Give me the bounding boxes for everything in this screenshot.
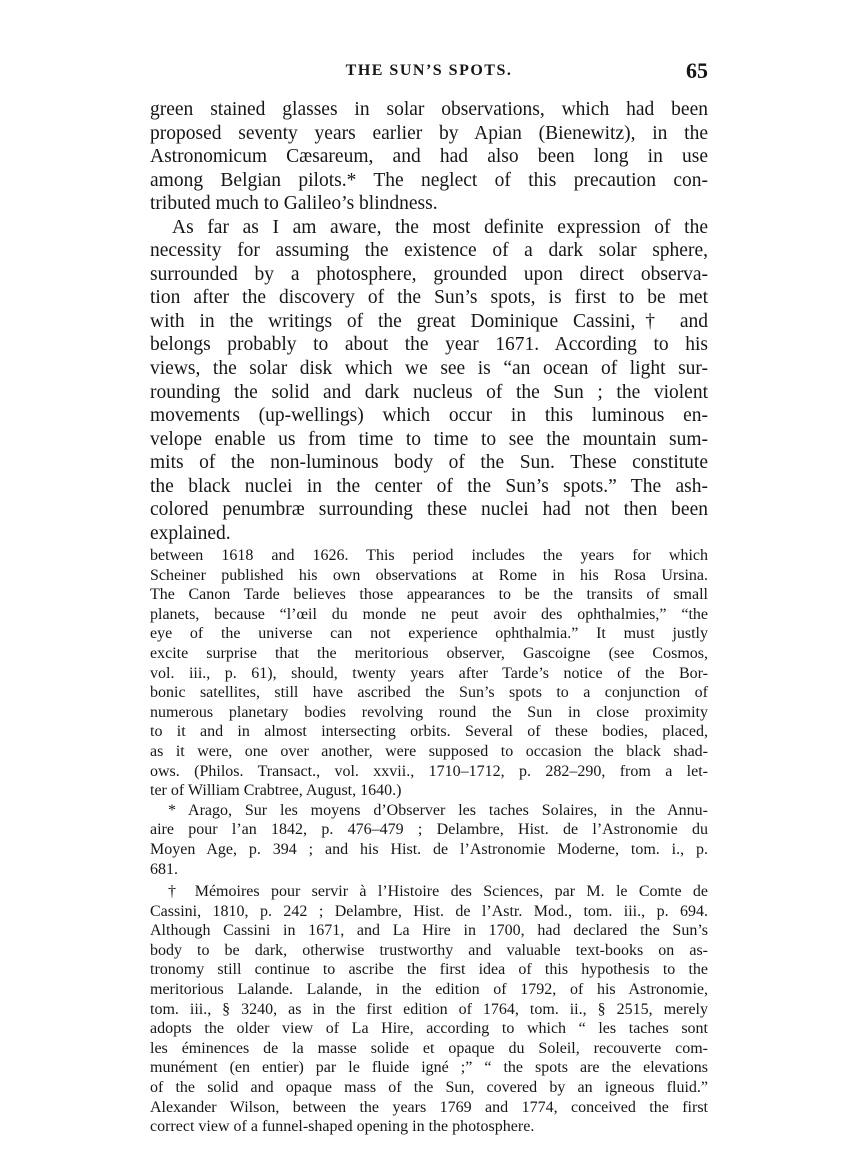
footnote-line: numerous planetary bodies revolving round the Sun in close proximity — [150, 703, 708, 721]
footnote-line: meritorious Lalande. Lalande, in the edition of 1792, of his Astronomie, — [150, 981, 708, 999]
body-text — [150, 98, 708, 545]
body-line: As far as I am aware, the most definite expression of the — [172, 216, 708, 238]
body-line: surrounded by a photosphere, grounded upon direct observa- — [150, 263, 708, 285]
footnote-line: les éminences de la masse solide et opaque du Soleil, recouverte com- — [150, 1039, 708, 1057]
body-line: Astronomicum Cæsareum, and had also been long in use — [150, 146, 708, 168]
body-line: among Belgian pilots.* The neglect of this precaution con- — [150, 169, 708, 191]
body-line: the black nuclei in the center of the Sun’s spots.” The ash- — [150, 475, 708, 497]
page-header — [150, 58, 708, 88]
footnote-line: ows. (Philos. Transact., vol. xxvii., 1710–1712, p. 282–290, from a let- — [150, 762, 708, 780]
body-line: movements (up-wellings) which occur in this luminous en- — [150, 405, 708, 427]
body-line: explained. — [150, 522, 231, 544]
footnote-line: Although Cassini in 1671, and La Hire in 1700, had declared the Sun’s — [150, 922, 708, 940]
footnote-line: aire pour l’an 1842, p. 476–479 ; Delambre, Hist. de l’Astronomie du — [150, 821, 708, 839]
footnote-line: excite surprise that the meritorious observer, Gascoigne (see Cosmos, — [150, 644, 708, 662]
body-line: with in the writings of the great Dominique Cassini,† and — [150, 310, 708, 332]
footnote-line: to it and in almost intersecting orbits. Several of these bodies, placed, — [150, 723, 708, 741]
footnote-line: as it were, one over another, were supposed to occasion the black shad- — [150, 742, 708, 760]
footnote-line: ter of William Crabtree, August, 1640.) — [150, 782, 402, 800]
footnote-line: * Arago, Sur les moyens d’Observer les taches Solaires, in the Annu- — [168, 801, 708, 819]
footnote-line: eye of the universe can not experience ophthalmia.” It must justly — [150, 625, 708, 643]
footnote-line: tom. iii., § 3240, as in the first edition of 1764, tom. ii., § 2515, merely — [150, 1000, 708, 1018]
footnote-line: Cassini, 1810, p. 242 ; Delambre, Hist. de l’Astr. Mod., tom. iii., p. 694. — [150, 902, 708, 920]
body-line: green stained glasses in solar observations, which had been — [150, 99, 708, 120]
footnote-line: Alexander Wilson, between the years 1769 and 1774, conceived the first — [150, 1098, 708, 1116]
footnote-line: of the solid and opaque mass of the Sun, covered by an igneous fluid.” — [150, 1079, 708, 1097]
body-line: proposed seventy years earlier by Apian (Bienewitz), in the — [150, 122, 708, 144]
footnote-line: vol. iii., p. 61), should, twenty years after Tarde’s notice of the Bor- — [150, 664, 708, 682]
footnote-line: correct view of a funnel-shaped opening in the photosphere. — [150, 1118, 535, 1136]
footnotes — [150, 546, 708, 1137]
body-line: tributed much to Galileo’s blindness. — [150, 193, 438, 215]
body-line: velope enable us from time to time to see the mountain sum- — [150, 428, 708, 450]
page-number: 65 — [686, 58, 708, 83]
body-line: belongs probably to about the year 1671. According to his — [150, 334, 708, 356]
body-line: rounding the solid and dark nucleus of the Sun ; the violent — [150, 381, 708, 403]
body-line: colored penumbræ surrounding these nuclei had not then been — [150, 499, 708, 521]
footnote-line: bonic satellites, still have ascribed the Sun’s spots to a conjunction of — [150, 684, 708, 702]
footnote-line: 681. — [150, 860, 178, 878]
footnote-line: Moyen Age, p. 394 ; and his Hist. de l’Astronomie Moderne, tom. i., p. — [150, 840, 708, 858]
body-line: views, the solar disk which we see is “an ocean of light sur- — [150, 358, 708, 380]
body-line: mits of the non-luminous body of the Sun. These constitute — [150, 452, 708, 474]
running-head: THE SUN’S SPOTS. — [345, 62, 513, 79]
footnote-line: The Canon Tarde believes those appearances to be the transits of small — [150, 586, 708, 604]
body-line: necessity for assuming the existence of a dark solar sphere, — [150, 240, 708, 262]
footnote-line: body to be dark, otherwise trustworthy and valuable text-books on as- — [150, 941, 708, 959]
footnote-line: † Mémoires pour servir à l’Histoire des Sciences, par M. le Comte de — [168, 883, 708, 901]
footnote-line: tronomy still continue to ascribe the first idea of this hypothesis to the — [150, 961, 708, 979]
body-line: tion after the discovery of the Sun’s spots, is first to be met — [150, 287, 708, 309]
footnote-line: between 1618 and 1626. This period includes the years for which — [150, 547, 708, 564]
footnote-line: munément (en entier) par le fluide igné ;” “ the spots are the elevations — [150, 1059, 708, 1077]
footnote-line: planets, because “l’œil du monde ne peut avoir des ophthalmies,” “the — [150, 605, 708, 623]
footnote-line: Scheiner published his own observations at Rome in his Rosa Ursina. — [150, 566, 708, 584]
footnote-line: adopts the older view of La Hire, according to which “ les taches sont — [150, 1020, 708, 1038]
